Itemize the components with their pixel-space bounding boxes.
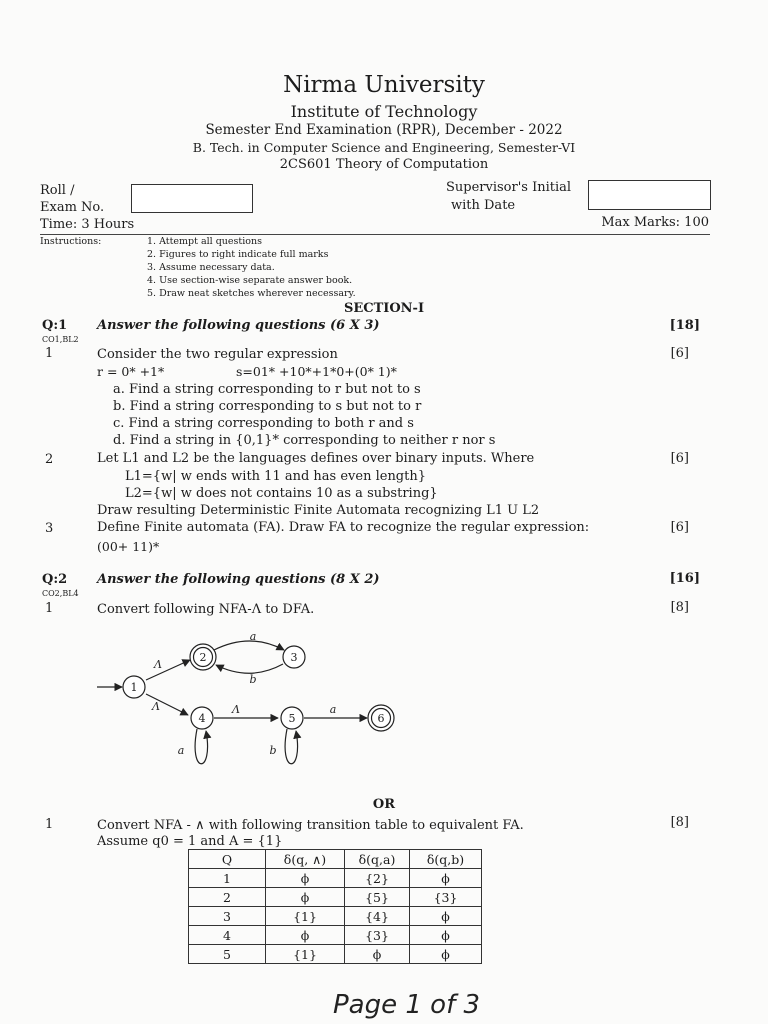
state-1-label: 1: [130, 681, 138, 694]
table-cell: {5}: [345, 888, 410, 907]
q1-1-part-b: b. Find a string corresponding to s but not to r: [113, 399, 422, 414]
program-title: B. Tech. in Computer Science and Engineering, Semester-VI: [192, 140, 576, 155]
edge-2-3-label: a: [249, 630, 257, 643]
q1-3-marks: [6]: [670, 520, 689, 535]
header-cell: δ(q,a): [345, 850, 410, 869]
edge-3-2: [216, 664, 283, 673]
table-cell: ϕ: [410, 869, 482, 888]
q2-number: Q:2: [42, 572, 68, 587]
table-row: [189, 869, 482, 888]
table-cell: {3}: [345, 926, 410, 945]
q2-1-marks: [8]: [670, 600, 689, 615]
q1-2-number: 2: [45, 452, 54, 467]
edge-1-2: [146, 660, 190, 680]
table-cell: {1}: [266, 945, 345, 964]
or-divider: OR: [372, 797, 396, 812]
q1-1-expr-r: r = 0* +1*: [97, 364, 165, 379]
self-loop-4: [195, 729, 207, 764]
q1-3-number: 3: [45, 521, 54, 536]
q2-1-text: Convert following NFA-Λ to DFA.: [97, 602, 315, 617]
table-cell: 1: [189, 869, 266, 888]
q1-1-part-c: c. Find a string corresponding to both r and s: [113, 416, 414, 431]
transition-table: [188, 849, 482, 964]
exam-title: Semester End Examination (RPR), December - 2022: [205, 122, 563, 138]
table-row: [189, 945, 482, 964]
table-cell: ϕ: [345, 945, 410, 964]
loop-5-label: b: [269, 744, 277, 757]
q2-title: Answer the following questions (8 X 2): [97, 572, 380, 587]
header-cell: δ(q,b): [410, 850, 482, 869]
q1-3-text: Define Finite automata (FA). Draw FA to recognize the regular expression:: [97, 520, 590, 535]
table-cell: {3}: [410, 888, 482, 907]
q1-marks: [18]: [669, 318, 700, 333]
supervisor-date-label: with Date: [451, 198, 516, 213]
q1-1-number: 1: [45, 346, 54, 361]
page-number: Page 1 of 3: [333, 990, 481, 1020]
q2-co-tag: CO2,BL4: [42, 589, 79, 598]
section-heading: SECTION-I: [343, 301, 425, 316]
table-row: [189, 926, 482, 945]
edge-1-2-label: Λ: [154, 658, 162, 671]
q1-2-l2: L2={w| w does not contains 10 as a substring}: [125, 486, 438, 501]
state-6-label: 6: [377, 712, 385, 725]
q2-alt-marks: [8]: [670, 815, 689, 830]
q1-3-expression: (00+ 11)*: [97, 539, 160, 554]
course-title: 2CS601 Theory of Computation: [279, 157, 489, 172]
table-cell: ϕ: [266, 888, 345, 907]
institute-name: Institute of Technology: [290, 102, 478, 121]
table-cell: 5: [189, 945, 266, 964]
state-2-label: 2: [199, 651, 207, 664]
university-name: Nirma University: [283, 72, 485, 98]
edge-4-5-label: Λ: [232, 703, 240, 716]
instruction-item: 3. Assume necessary data.: [147, 262, 275, 273]
q1-1-marks: [6]: [670, 346, 689, 361]
table-row: [189, 907, 482, 926]
q1-number: Q:1: [42, 318, 68, 333]
edge-3-2-label: b: [249, 673, 257, 686]
q1-1-part-a: a. Find a string corresponding to r but not to s: [113, 382, 421, 397]
table-row: [189, 888, 482, 907]
q1-2-draw: Draw resulting Deterministic Finite Automata recognizing L1 U L2: [97, 503, 540, 518]
table-cell: ϕ: [410, 945, 482, 964]
roll-label: Roll /: [40, 183, 75, 198]
q2-alt-assumption: Assume q0 = 1 and A = {1}: [97, 834, 283, 849]
exam-no-label: Exam No.: [40, 200, 105, 215]
state-3-label: 3: [290, 651, 298, 664]
state-5-label: 5: [288, 712, 296, 725]
q1-2-marks: [6]: [670, 451, 689, 466]
table-cell: ϕ: [266, 926, 345, 945]
table-cell: ϕ: [410, 907, 482, 926]
table-cell: {2}: [345, 869, 410, 888]
exam-time: Time: 3 Hours: [40, 217, 135, 232]
state-4-label: 4: [198, 712, 206, 725]
table-cell: 3: [189, 907, 266, 926]
q1-2-text: Let L1 and L2 be the languages defines over binary inputs. Where: [97, 451, 535, 466]
q1-1-expr-s: s=01* +10*+1*0+(0* 1)*: [236, 364, 397, 379]
instruction-item: 2. Figures to right indicate full marks: [147, 249, 329, 260]
table-cell: {4}: [345, 907, 410, 926]
instruction-item: 1. Attempt all questions: [147, 236, 262, 247]
table-cell: 2: [189, 888, 266, 907]
table-cell: ϕ: [266, 869, 345, 888]
instructions-label: Instructions:: [40, 236, 102, 247]
q2-1-number: 1: [45, 601, 54, 616]
q1-title: Answer the following questions (6 X 3): [97, 318, 380, 333]
q1-1-part-d: d. Find a string in {0,1}* corresponding to neither r nor s: [113, 433, 496, 448]
q1-2-l1: L1={w| w ends with 11 and has even length}: [125, 469, 426, 484]
table-header-row: [189, 850, 482, 869]
table-cell: 4: [189, 926, 266, 945]
supervisor-label: Supervisor's Initial: [446, 180, 572, 195]
edge-5-6-label: a: [329, 703, 337, 716]
q2-marks: [16]: [669, 571, 700, 586]
table-cell: {1}: [266, 907, 345, 926]
instruction-item: 4. Use section-wise separate answer book.: [147, 275, 353, 286]
table-cell: ϕ: [410, 926, 482, 945]
header-cell: Q: [189, 850, 266, 869]
max-marks: Max Marks: 100: [601, 215, 709, 230]
header-cell: δ(q, ∧): [266, 850, 345, 869]
self-loop-5: [285, 729, 297, 764]
q1-co-tag: CO1,BL2: [42, 335, 79, 344]
loop-4-label: a: [177, 744, 185, 757]
q2-alt-text: Convert NFA - ∧ with following transition table to equivalent FA.: [97, 818, 524, 833]
q1-1-text: Consider the two regular expression: [97, 347, 338, 362]
instruction-item: 5. Draw neat sketches wherever necessary.: [147, 288, 356, 299]
edge-1-4-label: Λ: [152, 700, 160, 713]
q2-alt-number: 1: [45, 817, 54, 832]
